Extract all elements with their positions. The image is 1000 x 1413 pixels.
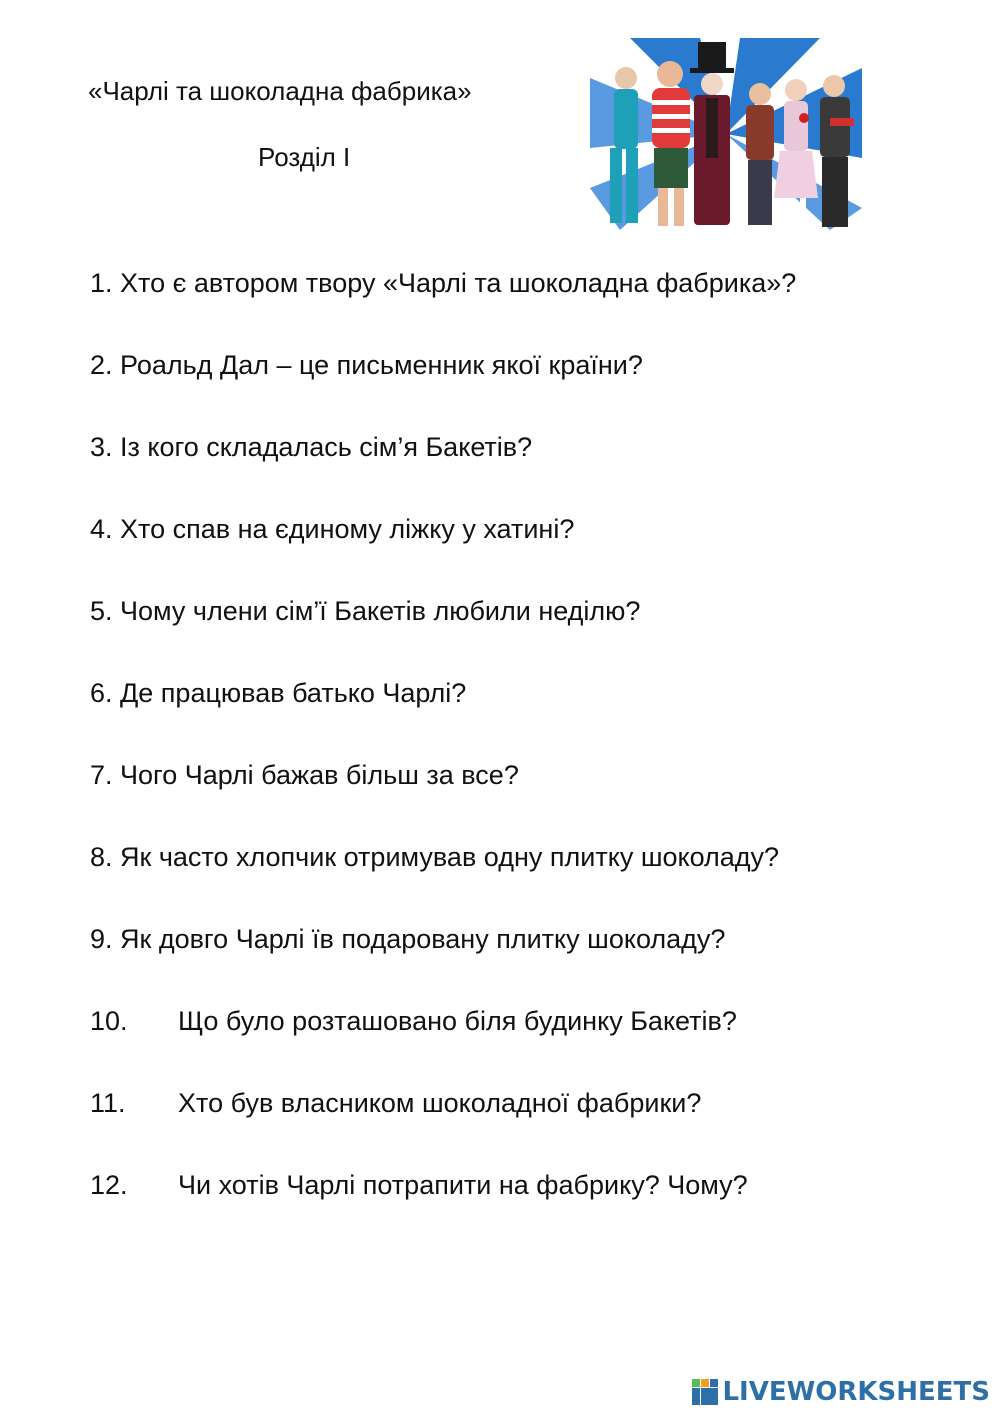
question-text: Де працював батько Чарлі? [120,678,467,708]
question-11 [90,1088,701,1119]
chapter-subtitle: Розділ I [258,142,351,172]
question-number: 4. [90,514,113,544]
question-12 [90,1170,748,1201]
liveworksheets-logo [692,1377,990,1407]
worksheet-title: «Чарлі та шоколадна фабрика» [88,76,472,106]
movie-characters-illustration [590,38,862,230]
question-6 [90,678,466,709]
question-number: 9. [90,924,113,954]
question-text: Хто спав на єдиному ліжку у хатині? [120,514,575,544]
question-1 [90,268,796,299]
question-number: 10. [90,1006,128,1036]
question-text: Чого Чарлі бажав більш за все? [120,760,519,790]
question-7 [90,760,519,791]
question-text: Із кого складалась сім’я Бакетів? [120,432,533,462]
question-text: Хто був власником шоколадної фабрики? [178,1088,702,1118]
question-10 [90,1006,737,1037]
logo-text: LIVEWORKSHEETS [722,1377,990,1407]
question-text: Чому члени сім’ї Бакетів любили неділю? [120,596,641,626]
question-text: Роальд Дал – це письменник якої країни? [120,350,643,380]
question-9 [90,924,725,955]
question-number: 2. [90,350,113,380]
question-text: Як часто хлопчик отримував одну плитку шоколаду? [120,842,780,872]
liveworksheets-badge-icon [692,1379,718,1405]
question-number: 5. [90,596,113,626]
question-number: 7. [90,760,113,790]
question-3 [90,432,532,463]
question-text: Як довго Чарлі їв подаровану плитку шоколаду? [120,924,726,954]
question-number: 3. [90,432,113,462]
question-number: 8. [90,842,113,872]
question-number: 12. [90,1170,128,1200]
question-number: 6. [90,678,113,708]
question-2 [90,350,643,381]
question-5 [90,596,640,627]
question-text: Чи хотів Чарлі потрапити на фабрику? Чому? [178,1170,748,1200]
question-number: 1. [90,268,113,298]
question-4 [90,514,574,545]
question-text: Хто є автором твору «Чарлі та шоколадна фабрика»? [120,268,797,298]
question-text: Що було розташовано біля будинку Бакетів? [178,1006,737,1036]
question-number: 11. [90,1088,126,1118]
question-8 [90,842,779,873]
